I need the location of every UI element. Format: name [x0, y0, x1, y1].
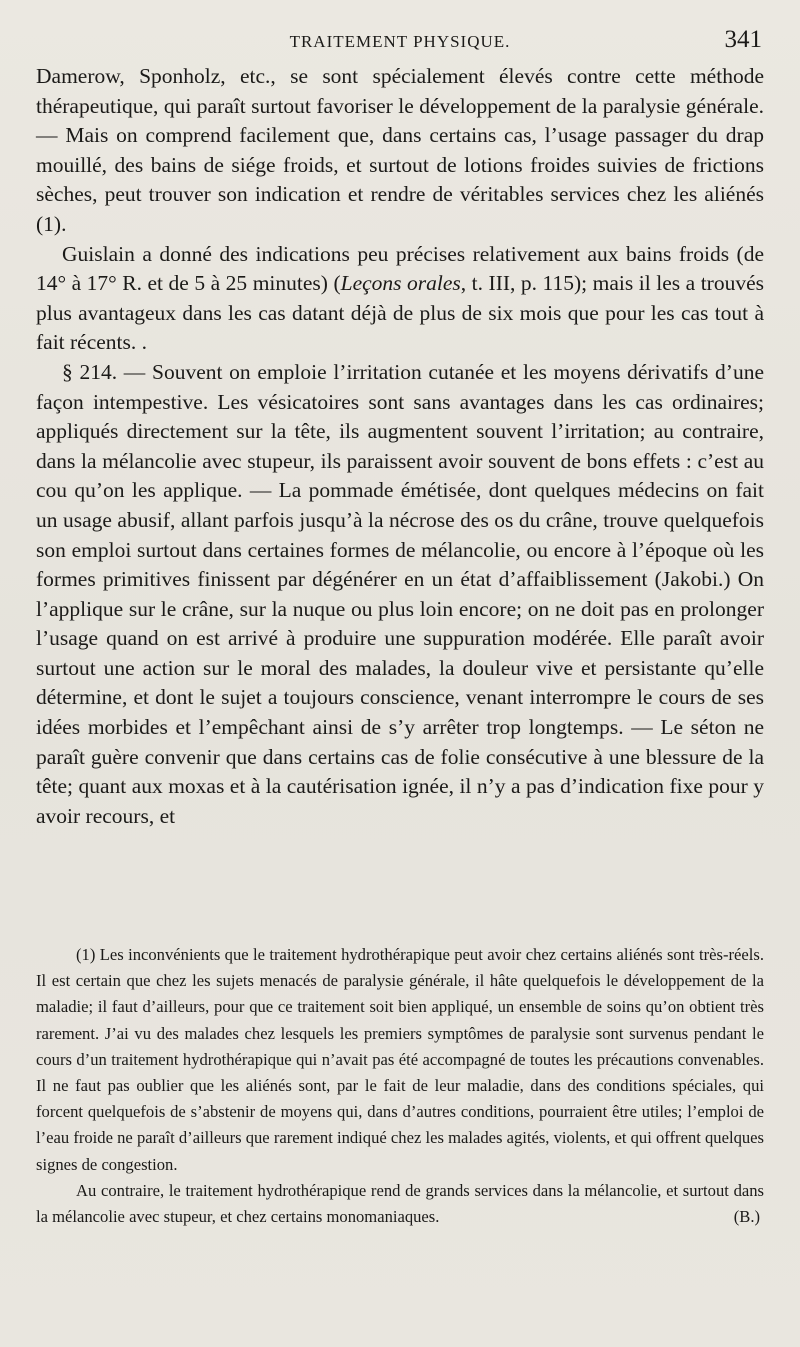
paragraph-guislain: [36, 240, 764, 358]
paragraph-guislain-text-b: , t. III, p. 115); mais il les a trouvés plus avantageux dans les cas datant déjà de plus de six mois que pour les cas tout à fait récents. .: [36, 271, 764, 355]
footnotes: [36, 942, 764, 1230]
footnote-1-continuation: [36, 1178, 764, 1230]
footnote-1: (1) Les inconvénients que le traitement hydrothérapique peut avoir chez certains aliénés sont très-réels. Il est certain que chez les sujets menacés de paralysie générale, il hâte quelquefois le développement de la maladie; il faut d’ailleurs, pour que ce traitement soit bien appliqué, un ensemble de soins qu’on obtient très rarement. J’ai vu des malades chez lesquels les premiers symptômes de paralysie sont survenus pendant le cours d’un traitement hydrothérapique qui n’avait pas été accompagné de toutes les précautions convenables. Il ne faut pas oublier que les aliénés sont, par le fait de leur maladie, dans des conditions spéciales, qui forcent quelquefois de s’abstenir de moyens qui, dans d’autres conditions, pourraient être utiles; l’emploi de l’eau froide ne paraît d’ailleurs que rarement indiqué chez les malades agités, violents, et qui offrent quelques signes de congestion.: [36, 945, 764, 1174]
running-title: TRAITEMENT PHYSIQUE.: [289, 32, 511, 51]
page-number: 341: [724, 26, 762, 53]
paragraph-guislain-text-a: Guislain a donné des indications peu précises relativement aux bains froids (de 14° à 17° R. et de 5 à 25 minutes) (: [36, 241, 764, 296]
footnote-1-continuation-text: Au contraire, le traitement hydrothérapique rend de grands services dans la mélancolie, et surtout dans la mélancolie avec stupeur, et chez certains monomaniaques.: [36, 1180, 764, 1227]
main-text: [36, 62, 764, 831]
footnote-signature: (B.): [733, 1207, 760, 1227]
paragraph-continuation: Damerow, Sponholz, etc., se sont spécialement élevés contre cette méthode thérapeutique, qui paraît surtout favoriser le développement de la paralysie générale. — Mais on comprend facilement que, dans certains cas, l’usage passager du drap mouillé, des bains de siége froids, et surtout de lotions froides suivies de frictions sèches, peut trouver son indication et rendre de véritables services chez les aliénés (1).: [36, 64, 764, 236]
paragraph-section-214: § 214. — Souvent on emploie l’irritation cutanée et les moyens dérivatifs d’une façon intempestive. Les vésicatoires sont sans avantages dans les cas ordinaires; appliqués directement sur la tête, ils augmentent souvent l’irritation; au contraire, dans la mélancolie avec stupeur, ils paraissent avoir souvent de bons effets : c’est au cou qu’on les applique. — La pommade émétisée, dont quelques médecins on fait un usage abusif, allant parfois jusqu’à la nécrose des os du crâne, trouve quelquefois son emploi surtout dans certaines formes de mélancolie, ou encore à l’époque où les formes primitives finissent par dégénérer en un état d’affaiblissement (Jakobi.) On l’applique sur le crâne, sur la nuque ou plus loin encore; on ne doit pas en prolonger l’usage quand on est arrivé à produire une suppuration modérée. Elle paraît avoir surtout une action sur le moral des malades, la douleur vive et persistante qu’elle détermine, et dont le sujet a toujours conscience, venant interrompre le cours de ses idées morbides et l’empêchant ainsi de s’y arrêter trop longtemps. — Le séton ne paraît guère convenir que dans certains cas de folie consécutive à une blessure de la tête; quant aux moxas et à la cautérisation ignée, il n’y a pas d’indication fixe pour y avoir recours, et: [36, 359, 764, 828]
running-head: [36, 24, 764, 60]
book-title-italic: Leçons orales: [340, 271, 461, 296]
